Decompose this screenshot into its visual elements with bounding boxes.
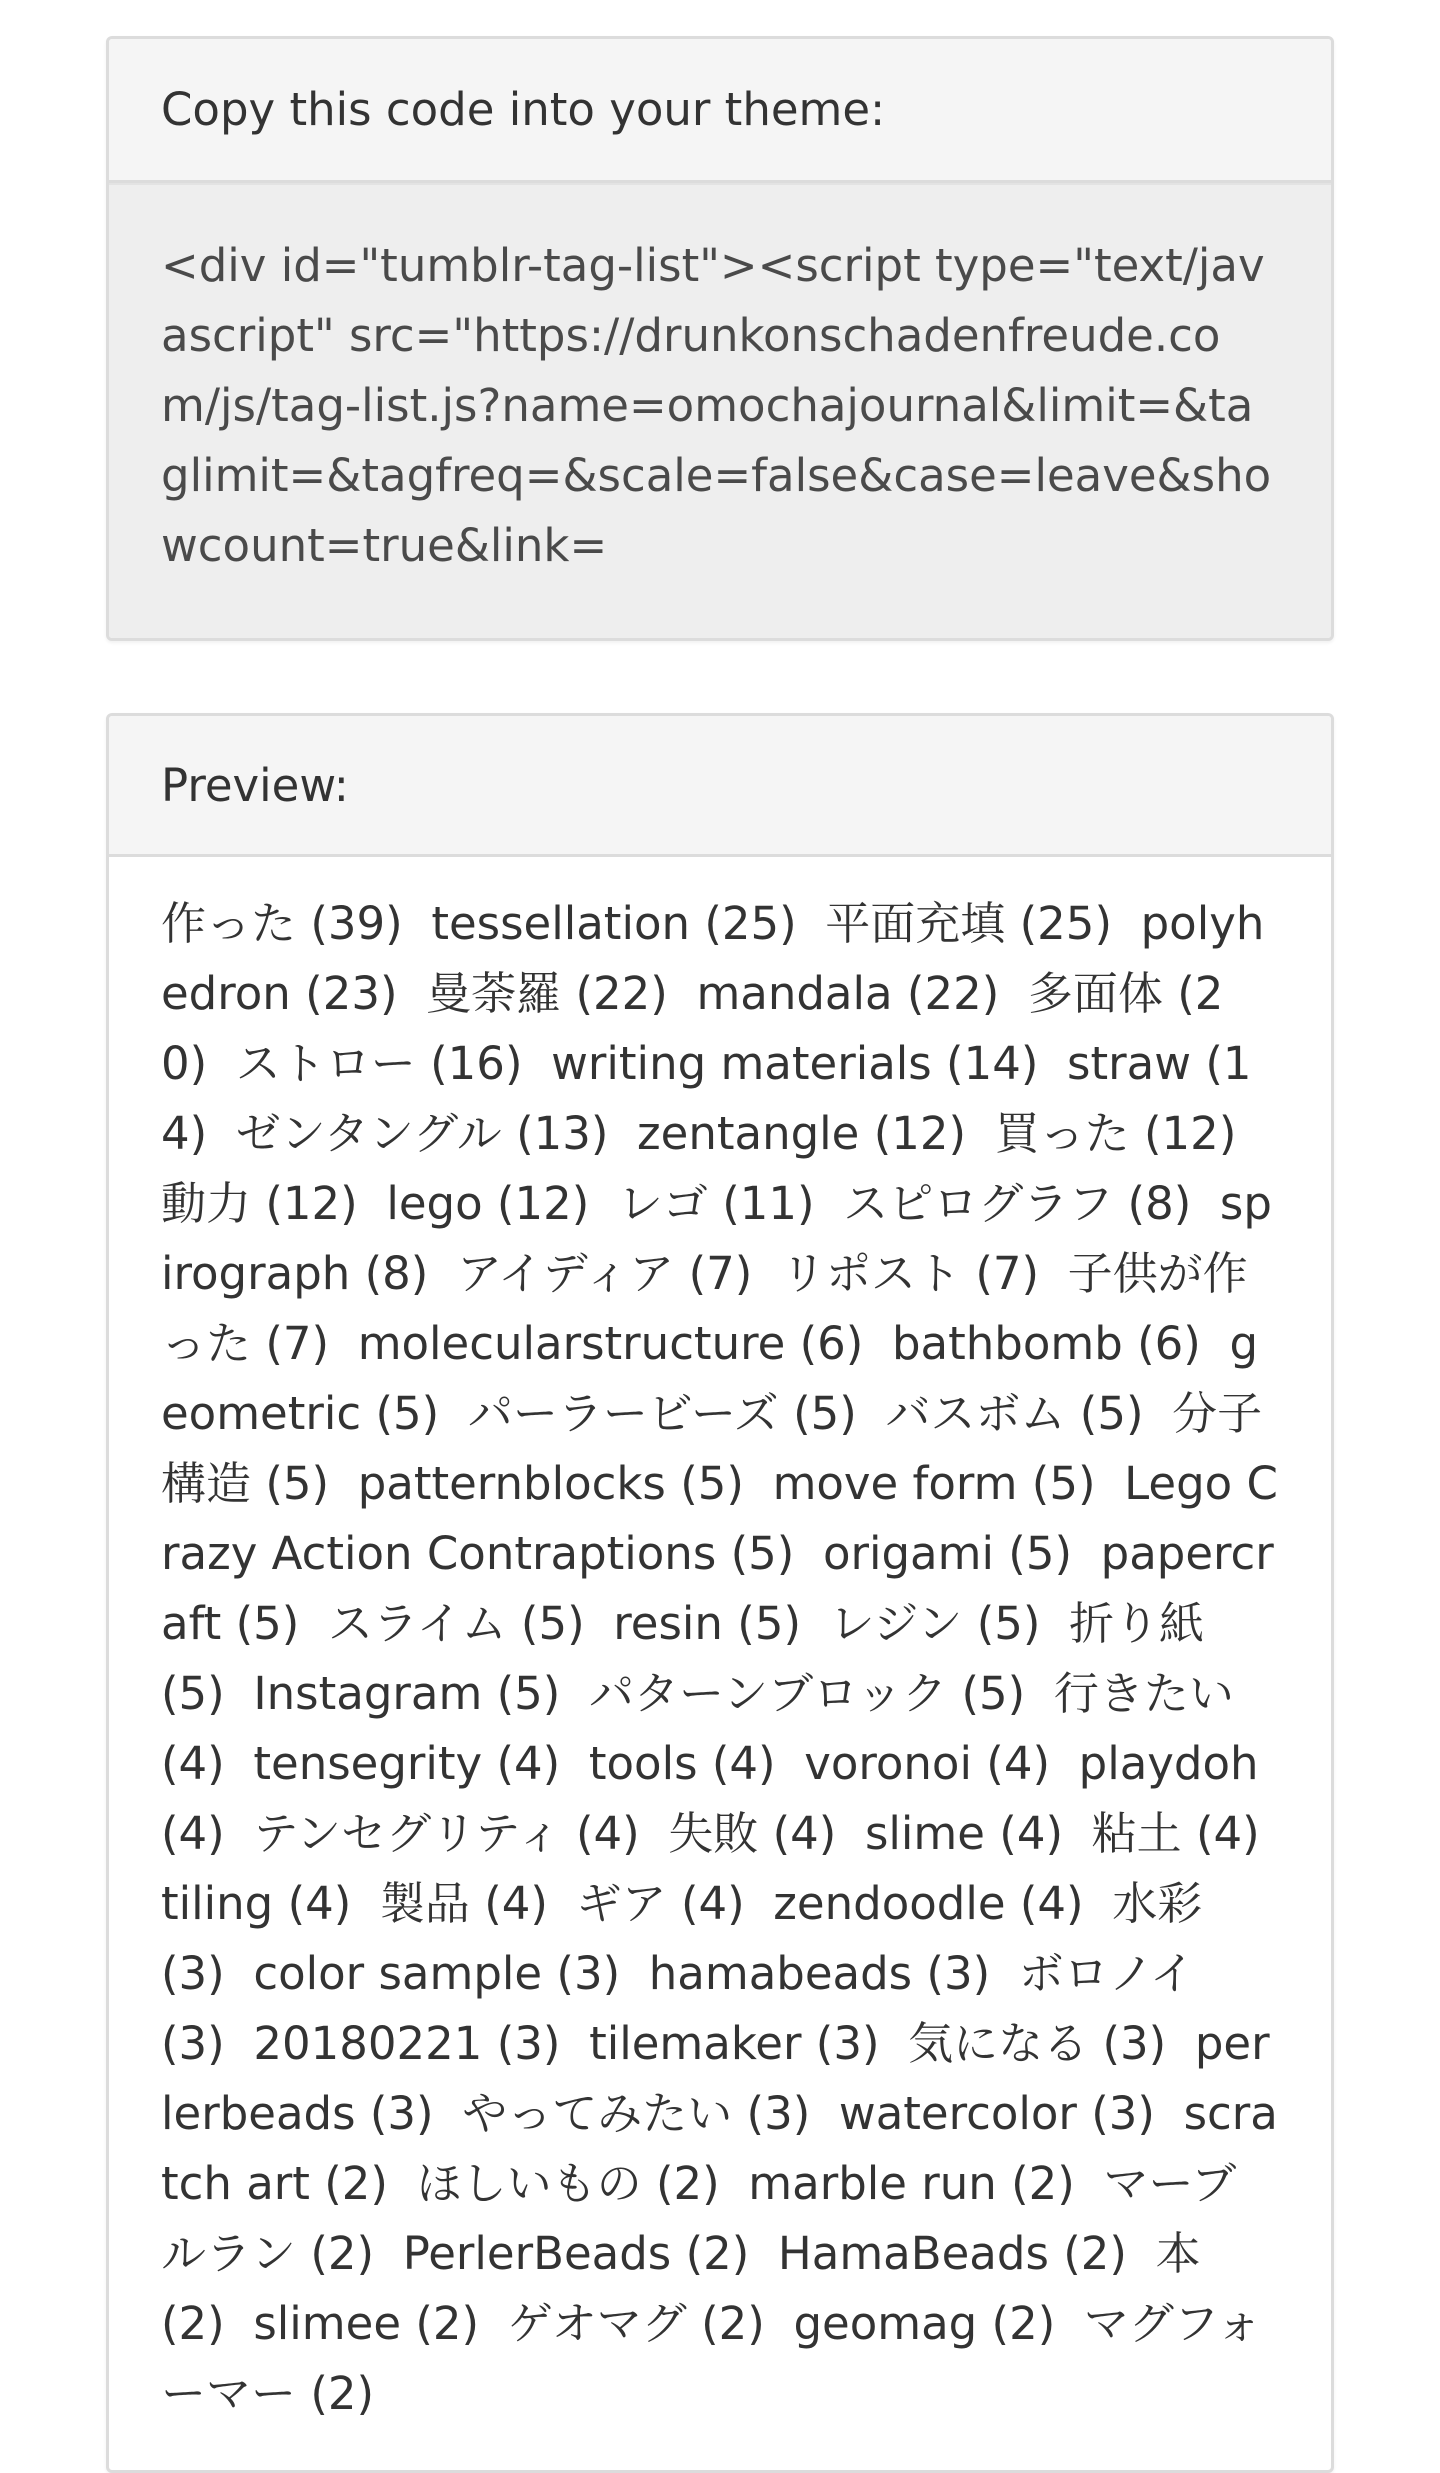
tag-link[interactable] [253, 1947, 620, 2000]
tag-name: パーラービーズ [467, 1387, 779, 1440]
tag-name: リポスト [780, 1247, 961, 1300]
tag-count: (5) [1031, 1457, 1096, 1510]
tag-count: (4) [1019, 1877, 1084, 1930]
tag-name: 分子構造 [161, 1387, 1263, 1510]
tag-link[interactable] [358, 1317, 864, 1370]
tag-count: (5) [730, 1527, 795, 1580]
tag-count: (20) [161, 967, 1224, 1090]
tag-count: (5) [976, 1597, 1041, 1650]
tag-count: (2) [310, 2227, 375, 2280]
tag-link[interactable] [161, 1877, 351, 1930]
tag-link[interactable] [773, 1457, 1096, 1510]
tag-name: geometric [161, 1317, 1259, 1440]
tag-count: (12) [265, 1177, 358, 1230]
tag-count: (14) [946, 1037, 1039, 1090]
tag-name: スピログラフ [843, 1177, 1114, 1230]
tag-link[interactable] [892, 1317, 1201, 1370]
tag-count: (2) [655, 2157, 720, 2210]
tag-link[interactable] [885, 1387, 1143, 1440]
tag-name: molecularstructure [357, 1317, 786, 1370]
tag-link[interactable] [781, 1247, 1039, 1300]
tag-name: zendoodle [773, 1877, 1006, 1930]
tag-count: (2) [310, 2367, 375, 2420]
embed-code[interactable]: <div id="tumblr-tag-list"><script type="text/javascript" src="https://drunkonschadenfreude.com/js/tag-list.js?name=omochajournal&limit=&taglimit=&tagfreq=&scale=false&case=leave&showcount=true&link= [161, 239, 1272, 572]
tag-count: (39) [310, 897, 403, 950]
tag-count: (5) [793, 1387, 857, 1440]
tag-name: 曼荼羅 [426, 967, 562, 1020]
tag-count: (14) [161, 1037, 1252, 1160]
tag-link[interactable] [589, 2017, 879, 2070]
tag-link[interactable] [431, 897, 796, 950]
tag-name: slimee [253, 2297, 402, 2350]
tag-count: (3) [369, 2087, 434, 2140]
tag-count: (3) [746, 2087, 811, 2140]
tag-link[interactable] [253, 2297, 479, 2350]
tag-name: lego [386, 1177, 483, 1230]
tag-link[interactable] [462, 2087, 810, 2140]
tag-link[interactable] [843, 1177, 1191, 1230]
tag-link[interactable] [403, 2227, 750, 2280]
tag-name: tensegrity [253, 1737, 483, 1790]
tag-link[interactable] [253, 1667, 560, 1720]
tag-name: 折り紙 [1069, 1597, 1205, 1650]
tag-link[interactable] [551, 1037, 1038, 1090]
tag-count: (5) [1008, 1527, 1073, 1580]
tag-count: (3) [556, 1947, 621, 2000]
tag-link[interactable] [773, 1877, 1083, 1930]
tag-name: レゴ [617, 1177, 708, 1230]
tag-name: 平面充填 [825, 897, 1006, 950]
tag-count: (6) [1137, 1317, 1201, 1370]
tag-name: zentangle [637, 1107, 860, 1160]
tag-name: playdoh [1078, 1737, 1259, 1790]
tag-name: PerlerBeads [402, 2227, 672, 2280]
tag-count: (3) [1091, 2087, 1155, 2140]
tag-count: (5) [265, 1457, 330, 1510]
tag-count: (2) [685, 2227, 750, 2280]
tag-count: (7) [265, 1317, 330, 1370]
tag-name: slime [864, 1807, 985, 1860]
tag-name: テンセグリティ [253, 1807, 562, 1860]
tag-name: 動力 [161, 1177, 252, 1230]
tag-link[interactable] [577, 1877, 745, 1930]
tag-name: tiling [161, 1877, 274, 1930]
tag-count: (5) [235, 1597, 300, 1650]
tag-name: レジン [829, 1597, 963, 1650]
tag-name: マーブルラン [161, 2157, 1237, 2280]
tag-count: (3) [926, 1947, 991, 2000]
tag-name: ほしいもの [416, 2157, 642, 2210]
tag-count: (4) [287, 1877, 352, 1930]
tag-count: (5) [375, 1387, 440, 1440]
preview-body [109, 889, 1331, 2429]
tag-count: (3) [161, 2017, 225, 2070]
tag-link[interactable] [696, 967, 999, 1020]
tag-name: 作った [161, 897, 297, 950]
tag-link[interactable] [804, 1737, 1050, 1790]
tag-name: 製品 [379, 1877, 470, 1930]
tag-count: (8) [364, 1247, 429, 1300]
tag-name: resin [613, 1597, 723, 1650]
tag-name: Lego Crazy Action Contraptions [161, 1457, 1278, 1580]
tag-name: 粘土 [1091, 1807, 1182, 1860]
tag-name: 気になる [908, 2017, 1089, 2070]
tag-link[interactable] [161, 1177, 358, 1230]
tag-name: tessellation [431, 897, 690, 950]
tag-link[interactable] [793, 2297, 1055, 2350]
tag-name: 本 [1155, 2227, 1201, 2280]
tag-name: patternblocks [357, 1457, 666, 1510]
tag-count: (6) [799, 1317, 864, 1370]
tag-count: (5) [737, 1597, 802, 1650]
tag-link[interactable] [236, 1037, 523, 1090]
tag-count: (4) [575, 1807, 640, 1860]
tag-link[interactable] [830, 1597, 1041, 1650]
tag-count: (5) [161, 1667, 225, 1720]
tag-name: バスボム [885, 1387, 1066, 1440]
tag-link[interactable] [161, 897, 403, 950]
tag-count: (3) [161, 1947, 225, 2000]
code-panel-heading: Copy this code into your theme: [109, 39, 1331, 183]
tag-count: (25) [704, 897, 797, 950]
tag-name: ゲオマグ [507, 2297, 687, 2350]
tag-name: 20180221 [253, 2017, 483, 2070]
tag-link[interactable] [253, 1807, 639, 1860]
tag-name: 行きたい [1053, 1667, 1234, 1720]
tag-link[interactable] [839, 2087, 1155, 2140]
tag-name: 水彩 [1112, 1877, 1203, 1930]
tag-count: (25) [1019, 897, 1112, 950]
tag-name: move form [772, 1457, 1018, 1510]
tag-count: (12) [1144, 1107, 1237, 1160]
tag-name: ボロノイ [1018, 1947, 1195, 2000]
tag-name: bathbomb [891, 1317, 1123, 1370]
tag-name: hamabeads [648, 1947, 913, 2000]
code-panel [106, 36, 1334, 641]
tag-name: mandala [696, 967, 893, 1020]
tag-link[interactable] [328, 1597, 585, 1650]
tag-name: アイディア [456, 1247, 675, 1300]
tag-link[interactable] [380, 1877, 548, 1930]
tag-name: マグフォーマー [161, 2297, 1262, 2420]
tag-count: (5) [496, 1667, 561, 1720]
tag-link[interactable] [613, 1597, 801, 1650]
tag-link[interactable] [618, 1177, 815, 1230]
tag-link[interactable] [358, 1457, 744, 1510]
tag-link[interactable] [908, 2017, 1166, 2070]
tag-count: (11) [722, 1177, 815, 1230]
tag-name: color sample [253, 1947, 543, 2000]
tag-name: writing materials [551, 1037, 932, 1090]
tag-name: ストロー [235, 1037, 416, 1090]
tag-count: (22) [906, 967, 1000, 1020]
preview-panel-heading: Preview: [109, 716, 1331, 857]
tag-name: スライム [327, 1597, 507, 1650]
tag-name: geomag [793, 2297, 978, 2350]
tag-link[interactable] [589, 1737, 776, 1790]
tag-count: (5) [520, 1597, 585, 1650]
tag-count: (7) [975, 1247, 1040, 1300]
tag-count: (4) [484, 1877, 548, 1930]
tag-name: straw [1067, 1037, 1192, 1090]
tag-count: (4) [1195, 1807, 1260, 1860]
tag-name: voronoi [804, 1737, 972, 1790]
tag-name: ギア [576, 1877, 667, 1930]
tag-link[interactable] [825, 897, 1112, 950]
tag-link[interactable] [236, 1107, 609, 1160]
tag-count: (4) [986, 1737, 1051, 1790]
tag-link[interactable] [468, 1387, 857, 1440]
tag-count: (16) [430, 1037, 523, 1090]
tag-link[interactable] [865, 1807, 1063, 1860]
tag-name: origami [822, 1527, 994, 1580]
tag-count: (13) [516, 1107, 609, 1160]
preview-panel [106, 713, 1334, 2473]
tag-count: (4) [161, 1737, 225, 1790]
tag-count: (8) [1127, 1177, 1192, 1230]
tag-link[interactable] [253, 2017, 560, 2070]
tag-name: tools [588, 1737, 698, 1790]
tag-name: polyhedron [161, 897, 1265, 1020]
tag-count: (2) [161, 2297, 225, 2350]
tag-count: (12) [496, 1177, 590, 1230]
tag-count: (3) [815, 2017, 880, 2070]
tag-count: (5) [961, 1667, 1026, 1720]
tag-count: (2) [701, 2297, 765, 2350]
code-textarea[interactable] [109, 183, 1331, 641]
tag-link[interactable] [668, 1807, 836, 1860]
tag-link[interactable] [823, 1527, 1072, 1580]
tag-link[interactable] [1092, 1807, 1260, 1860]
tag-name: パターンブロック [588, 1667, 948, 1720]
tag-name: marble run [748, 2157, 997, 2210]
tag-link[interactable] [995, 1107, 1237, 1160]
tag-count: (4) [772, 1807, 837, 1860]
tag-name: 失敗 [668, 1807, 759, 1860]
tag-count: (4) [711, 1737, 776, 1790]
tag-count: (5) [680, 1457, 744, 1510]
tag-count: (7) [688, 1247, 753, 1300]
tag-name: 子供が作った [161, 1247, 1248, 1370]
tag-name: watercolor [838, 2087, 1077, 2140]
tag-count: (2) [1063, 2227, 1127, 2280]
tag-link[interactable] [589, 1667, 1025, 1720]
tag-count: (3) [496, 2017, 561, 2070]
tag-name: 多面体 [1027, 967, 1163, 1020]
tag-link[interactable] [417, 2157, 720, 2210]
tag-link[interactable] [649, 1947, 990, 2000]
tag-count: (5) [1079, 1387, 1144, 1440]
tag-name: 買った [994, 1107, 1130, 1160]
tag-count: (2) [991, 2297, 1056, 2350]
tag-count: (2) [324, 2157, 388, 2210]
tag-link[interactable] [637, 1107, 966, 1160]
tag-name: papercraft [161, 1527, 1274, 1650]
tag-link[interactable] [253, 1737, 560, 1790]
tag-name: tilemaker [589, 2017, 802, 2070]
tag-count: (12) [873, 1107, 967, 1160]
tag-link[interactable] [426, 967, 668, 1020]
tag-count: (3) [1102, 2017, 1167, 2070]
tag-list [161, 889, 1279, 2429]
tag-link[interactable] [778, 2227, 1127, 2280]
tag-count: (2) [1011, 2157, 1075, 2210]
tag-name: spirograph [161, 1177, 1272, 1300]
tag-count: (4) [496, 1737, 561, 1790]
tag-link[interactable] [508, 2297, 765, 2350]
tag-link[interactable] [457, 1247, 752, 1300]
tag-name: ゼンタングル [235, 1107, 502, 1160]
tag-count: (4) [680, 1877, 745, 1930]
tag-count: (4) [999, 1807, 1064, 1860]
tag-link[interactable] [748, 2157, 1075, 2210]
tag-count: (23) [305, 967, 398, 1020]
tag-name: scratch art [161, 2087, 1278, 2210]
tag-count: (22) [575, 967, 668, 1020]
tag-link[interactable] [386, 1177, 589, 1230]
tag-count: (2) [415, 2297, 480, 2350]
tag-name: perlerbeads [161, 2017, 1270, 2140]
tag-name: Instagram [253, 1667, 483, 1720]
tag-count: (4) [161, 1807, 225, 1860]
tag-name: やってみたい [462, 2087, 733, 2140]
tag-name: HamaBeads [777, 2227, 1049, 2280]
